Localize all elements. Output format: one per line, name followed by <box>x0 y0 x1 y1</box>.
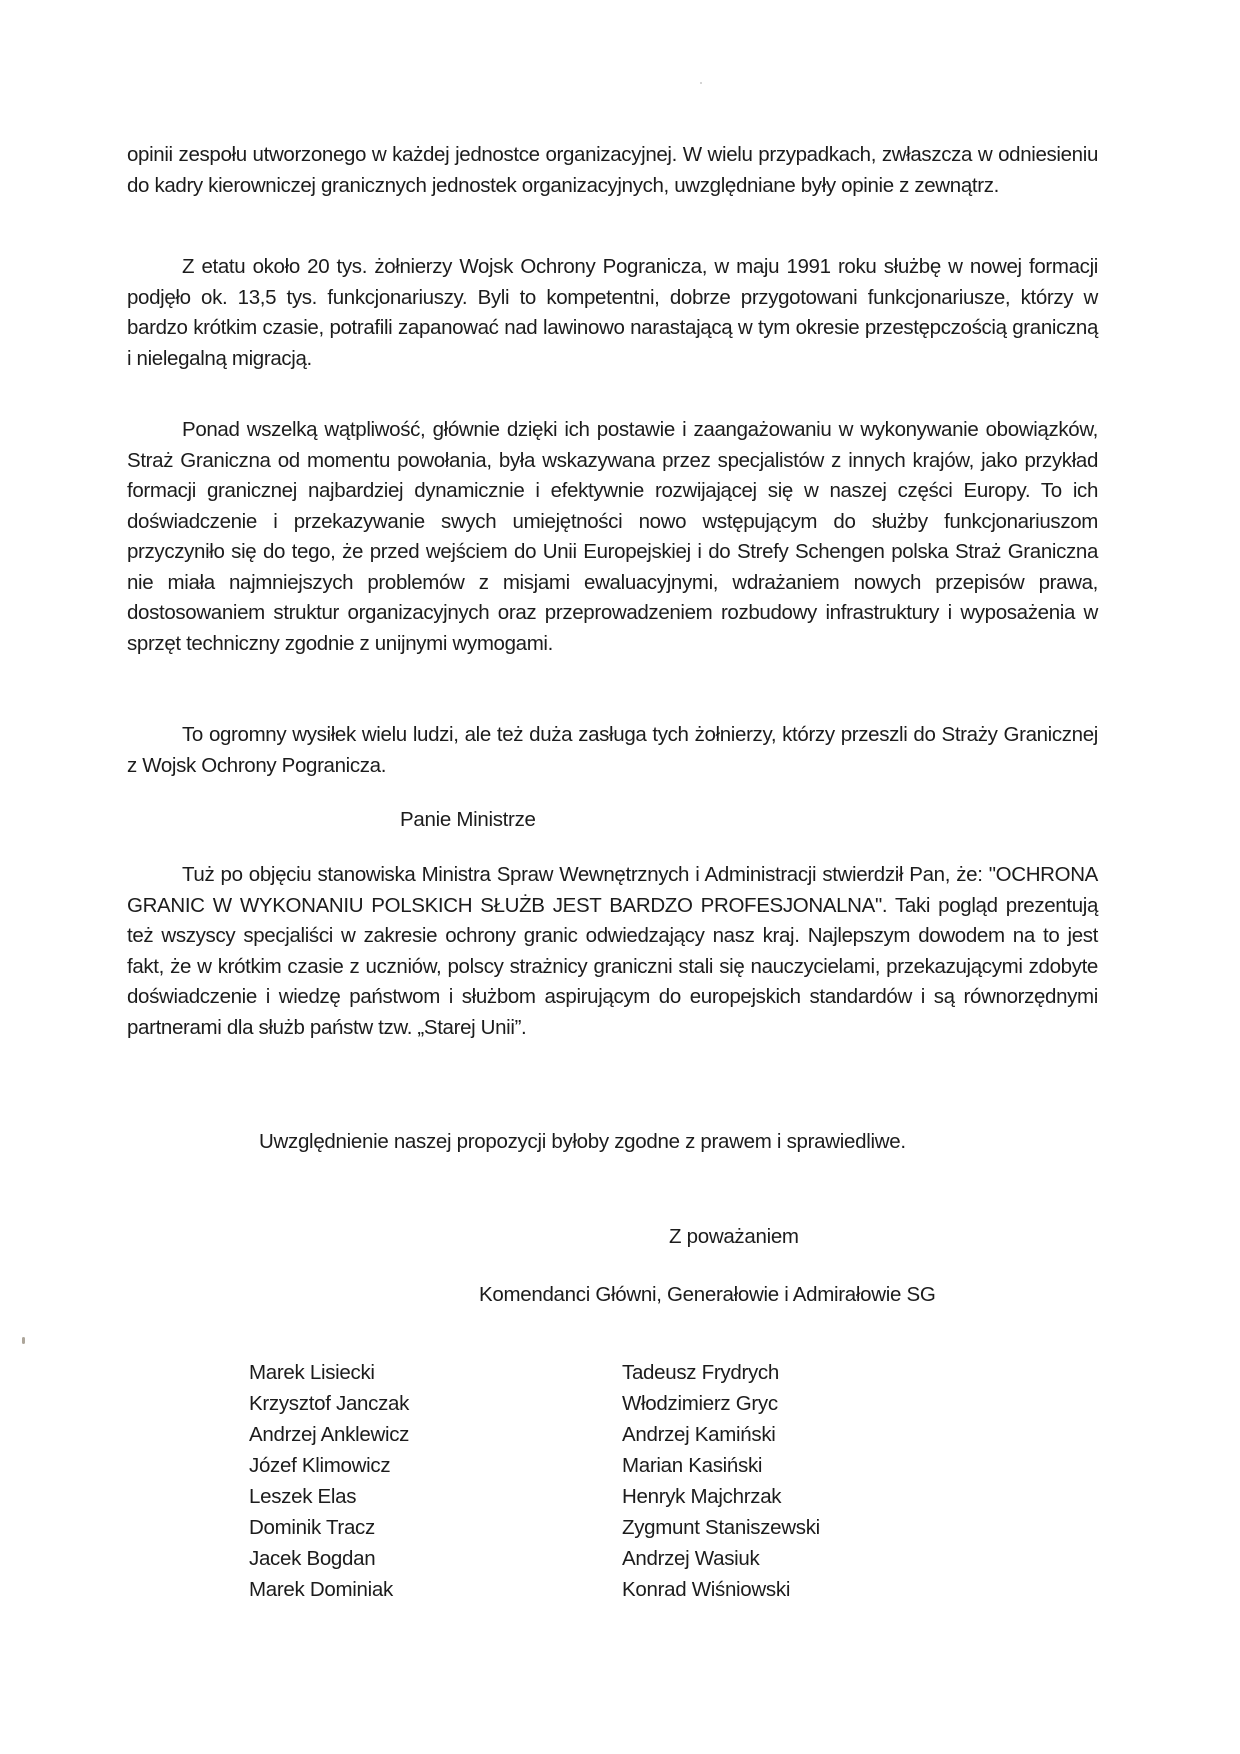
closing-statement: Uwzględnienie naszej propozycji byłoby zgodne z prawem i sprawiedliwe. <box>259 1130 906 1153</box>
signatory-name: Krzysztof Janczak <box>249 1392 410 1415</box>
signatory-name: Dominik Tracz <box>249 1516 375 1539</box>
signatory-name: Andrzej Wasiuk <box>622 1547 760 1570</box>
signatory-name: Zygmunt Staniszewski <box>622 1516 820 1539</box>
paragraph-text: Z etatu około 20 tys. żołnierzy Wojsk Ochrony Pogranicza, w maju 1991 roku służbę w nowej formacji podjęło ok. 13,5 tys. funkcjonariuszy. Byli to kompetentni, dobrze przygotowani funkcjonariusze, którzy w bardzo krótkim czasie, potrafili zapanować nad lawinowo narastającą w tym okresie przestępczością graniczną i nielegalną migracją. <box>127 255 1098 370</box>
signatory-name: Andrzej Anklewicz <box>249 1423 410 1446</box>
paragraph-text: opinii zespołu utworzonego w każdej jednostce organizacyjnej. W wielu przypadkach, zwłaszcza w odniesieniu do kadry kierowniczej granicznych jednostek organizacyjnych, uwzględniane były opinie z zewnątrz. <box>127 143 1098 197</box>
signatory-group: Komendanci Główni, Generałowie i Admirałowie SG <box>479 1283 936 1306</box>
signatory-name: Marek Dominiak <box>249 1578 393 1601</box>
signatories-left-column <box>249 1357 409 1605</box>
regards-line: Z poważaniem <box>669 1225 799 1248</box>
signatory-name: Andrzej Kamiński <box>622 1423 776 1446</box>
paragraph-continuation <box>127 140 1098 201</box>
signatories-right-column <box>622 1357 820 1605</box>
scan-speck <box>700 82 702 84</box>
paragraph-text: Tuż po objęciu stanowiska Ministra Spraw Wewnętrznych i Administracji stwierdził Pan, że: "OCHRONA GRANIC W WYKONANIU POLSKICH SŁUŻB JEST BARDZO PROFESJONALNA". Taki pogląd prezentują też wszyscy specjaliści w zakresie ochrony granic odwiedzający nasz kraj. Najlepszym dowodem na to jest fakt, że w krótkim czasie z uczniów, polscy strażnicy graniczni stali się nauczycielami, przekazującymi zdobyte doświadczenie i wiedzę państwom i służbom aspirującym do europejskich standardów i są równorzędnymi partnerami dla służb państw tzw. „Starej Unii”. <box>127 863 1098 1039</box>
signatory-name: Jacek Bogdan <box>249 1547 376 1570</box>
paragraph-minister-statement <box>127 860 1098 1043</box>
signatory-name: Henryk Majchrzak <box>622 1485 782 1508</box>
signatory-name: Włodzimierz Gryc <box>622 1392 778 1415</box>
signatory-name: Marian Kasiński <box>622 1454 763 1477</box>
scan-speck <box>22 1337 25 1344</box>
signatory-name: Józef Klimowicz <box>249 1454 391 1477</box>
signatory-name: Konrad Wiśniowski <box>622 1578 791 1601</box>
paragraph-wop-soldiers <box>127 252 1098 374</box>
signatory-name: Marek Lisiecki <box>249 1361 375 1384</box>
paragraph-text: Ponad wszelką wątpliwość, głównie dzięki ich postawie i zaangażowaniu w wykonywanie obowiązków, Straż Graniczna od momentu powołania, była wskazywana przez specjalistów z innych krajów, jako przykład formacji granicznej najbardziej dynamicznie i efektywnie rozwijającej się w naszej części Europy. To ich doświadczenie i przekazywanie swych umiejętności nowo wstępującym do służby funkcjonariuszom przyczyniło się do tego, że przed wejściem do Unii Europejskiej i do Strefy Schengen polska Straż Graniczna nie miała najmniejszych problemów z misjami ewaluacyjnymi, wdrażaniem nowych przepisów prawa, dostosowaniem struktur organizacyjnych oraz przeprowadzeniem rozbudowy infrastruktury i wyposażenia w sprzęt techniczny zgodnie z unijnymi wymogami. <box>127 418 1098 655</box>
signatory-name: Tadeusz Frydrych <box>622 1361 779 1384</box>
signatory-name: Leszek Elas <box>249 1485 357 1508</box>
salutation: Panie Ministrze <box>400 808 536 831</box>
paragraph-effort <box>127 720 1098 781</box>
paragraph-border-guard-achievements <box>127 415 1098 659</box>
paragraph-text: To ogromny wysiłek wielu ludzi, ale też duża zasługa tych żołnierzy, którzy przeszli do Straży Granicznej z Wojsk Ochrony Pogranicza. <box>127 723 1098 777</box>
